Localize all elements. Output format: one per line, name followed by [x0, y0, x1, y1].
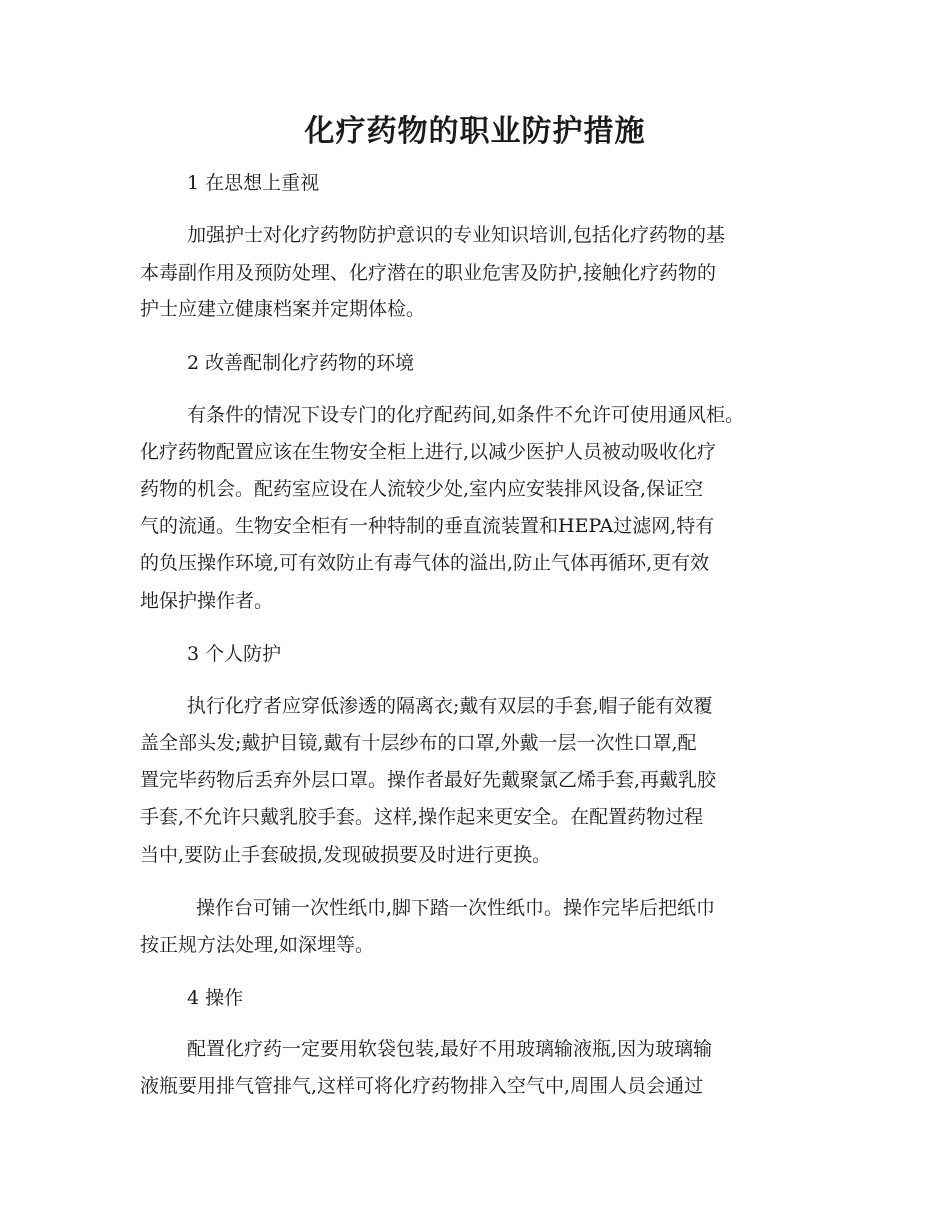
paragraph-line: 盖全部头发;戴护目镜,戴有十层纱布的口罩,外戴一层一次性口罩,配	[140, 732, 697, 754]
paragraph-line: 护士应建立健康档案并定期体检。	[140, 298, 426, 320]
paragraph-line: 气的流通。生物安全柜有一种特制的垂直流装置和HEPA过滤网,特有	[140, 515, 715, 537]
paragraph-line: 药物的机会。配药室应设在人流较少处,室内应安装排风设备,保证空	[140, 478, 704, 500]
paragraph-line: 液瓶要用排气管排气,这样可将化疗药物排入空气中,周围人员会通过	[140, 1075, 704, 1097]
document-title: 化疗药物的职业防护措施	[304, 114, 646, 149]
paragraph-line: 本毒副作用及预防处理、化疗潜在的职业危害及防护,接触化疗药物的	[140, 262, 717, 284]
paragraph-line: 按正规方法处理,如深埋等。	[140, 934, 375, 956]
section-heading: 4 操作	[187, 987, 244, 1009]
paragraph-line: 化疗药物配置应该在生物安全柜上进行,以减少医护人员被动吸收化疗	[140, 441, 717, 463]
section-heading: 2 改善配制化疗药物的环境	[187, 352, 415, 374]
paragraph-line: 的负压操作环境,可有效防止有毒气体的溢出,防止气体再循环,更有效	[140, 552, 710, 574]
paragraph-line: 手套,不允许只戴乳胶手套。这样,操作起来更安全。在配置药物过程	[140, 806, 704, 828]
section-heading: 1 在思想上重视	[187, 172, 320, 194]
section-heading: 3 个人防护	[187, 643, 282, 665]
paragraph-line: 置完毕药物后丢弃外层口罩。操作者最好先戴聚氯乙烯手套,再戴乳胶	[140, 769, 717, 791]
paragraph-line: 地保护操作者。	[140, 590, 274, 612]
paragraph-line: 执行化疗者应穿低渗透的隔离衣;戴有双层的手套,帽子能有效覆	[187, 695, 713, 717]
paragraph-line: 有条件的情况下设专门的化疗配药间,如条件不允许可使用通风柜。	[187, 404, 745, 426]
paragraph-line: 操作台可铺一次性纸巾,脚下踏一次性纸巾。操作完毕后把纸巾	[196, 897, 716, 919]
paragraph-line: 加强护士对化疗药物防护意识的专业知识培训,包括化疗药物的基	[187, 224, 726, 246]
paragraph-line: 配置化疗药一定要用软袋包装,最好不用玻璃输液瓶,因为玻璃输	[187, 1038, 713, 1060]
paragraph-line: 当中,要防止手套破损,发现破损要及时进行更换。	[140, 844, 552, 866]
